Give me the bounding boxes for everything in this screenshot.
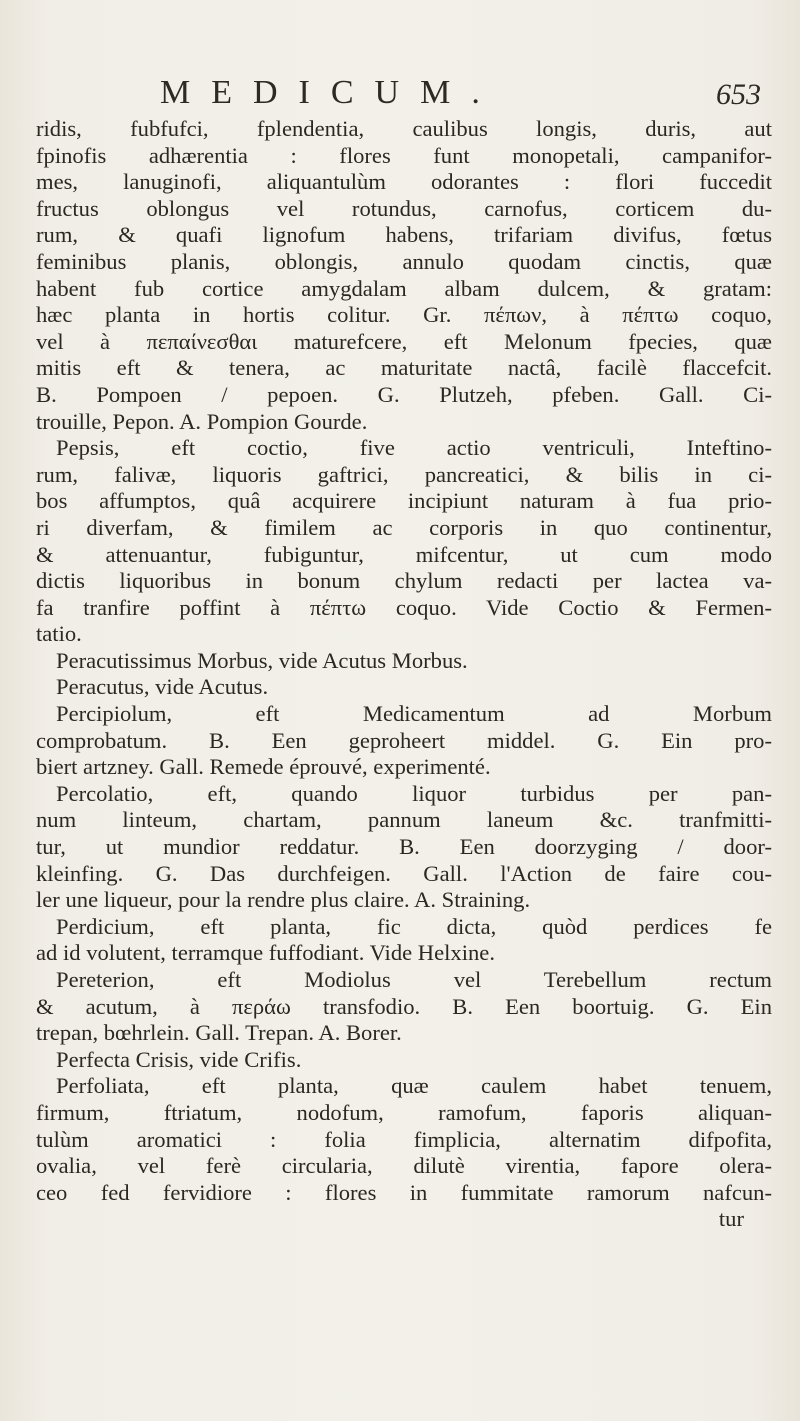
page-number: 653 [716,78,761,111]
catchword: tur [718,1206,744,1232]
text-line: comprobatum. B. Een geproheert middel. G. Ein pro- [36,727,772,753]
page-header [0,74,800,118]
text-line: habent fub cortice amygdalam albam dulcem, & gratam: [36,275,772,301]
entry-line: Pereterion, eft Modiolus vel Terebellum rectum [56,967,772,992]
text-line: ceo fed fervidiore : flores in fummitate ramorum nafcun- [36,1179,772,1205]
entry-line: Perfecta Crisis, vide Crifis. [56,1046,302,1072]
text-line: ovalia, vel ferè circularia, dilutè virentia, fapore olera- [36,1153,772,1179]
entry-line: Peracutus, vide Acutus. [56,674,269,700]
text-line: num linteum, chartam, pannum laneum &c. tranfmitti- [36,807,772,833]
text-line: B. Pompoen / pepoen. G. Plutzeh, pfeben. Gall. Ci- [36,381,772,407]
text-line: biert artzney. Gall. Remede éprouvé, experimenté. [36,754,491,780]
text-line: hæc planta in hortis colitur. Gr. πέπων, à πέπτω coquo, [36,302,772,328]
text-line: & acutum, à περάω transfodio. B. Een boortuig. G. Ein [36,993,772,1019]
text-line: & attenuantur, fubiguntur, mifcentur, ut cum modo [36,541,772,567]
entry-line: Percipiolum, eft Medicamentum ad Morbum [56,701,772,727]
running-head: MEDICUM. [160,74,501,111]
text-line: ridis, fubfufci, fplendentia, caulibus longis, duris, aut [36,116,772,141]
text-line: ad id volutent, terramque fuffodiant. Vide Helxine. [36,940,495,966]
text-line: dictis liquoribus in bonum chylum redacti per lactea va- [36,568,772,594]
text-line: kleinfing. G. Das durchfeigen. Gall. l'Action de faire cou- [36,860,772,886]
entry-line: Percolatio, eft, quando liquor turbidus per pan- [56,780,772,806]
text-line: rum, falivæ, liquoris gaftrici, pancreatici, & bilis in ci- [36,461,772,487]
entry-line: Pepsis, eft coctio, five actio ventriculi, Inteftino- [56,435,772,461]
text-line: firmum, ftriatum, nodofum, ramofum, faporis aliquan- [36,1099,772,1125]
entry-line: Peracutissimus Morbus, vide Acutus Morbus. [56,647,468,673]
text-line: bos affumptos, quâ acquirere incipiunt naturam à fua prio- [36,488,772,514]
text-line: feminibus planis, oblongis, annulo quodam cinctis, quæ [36,248,772,274]
text-line: fructus oblongus vel rotundus, carnofus, corticem du- [36,195,772,221]
text-line: fpinofis adhærentia : flores funt monopetali, campanifor- [36,142,772,168]
text-line: mitis eft & tenera, ac maturitate nactâ, facilè flaccefcit. [36,355,772,381]
text-line: ler une liqueur, pour la rendre plus claire. A. Straining. [36,887,531,913]
entry-line: Perdicium, eft planta, fic dicta, quòd perdices fe [56,913,772,939]
text-line: mes, lanuginofi, aliquantulùm odorantes : flori fuccedit [36,169,772,195]
text-line: tatio. [36,621,82,647]
text-line: rum, & quafi lignofum habens, trifariam divifus, fœtus [36,222,772,248]
text-line: vel à πεπαίνεσθαι maturefcere, eft Melonum fpecies, quæ [36,328,772,354]
page-body [36,116,772,1233]
entry-line: Perfoliata, eft planta, quæ caulem habet tenuem, [56,1073,772,1099]
text-line: fa tranfire poffint à πέπτω coquo. Vide Coctio & Fermen- [36,594,772,620]
text-line: trepan, bœhrlein. Gall. Trepan. A. Borer. [36,1020,402,1046]
text-line: tulùm aromatici : folia fimplicia, alternatim difpofita, [36,1126,772,1152]
text-line: trouille, Pepon. A. Pompion Gourde. [36,408,368,434]
text-line: ri diverfam, & fimilem ac corporis in quo continentur, [36,514,772,540]
text-line: tur, ut mundior reddatur. B. Een doorzyging / door- [36,834,772,860]
